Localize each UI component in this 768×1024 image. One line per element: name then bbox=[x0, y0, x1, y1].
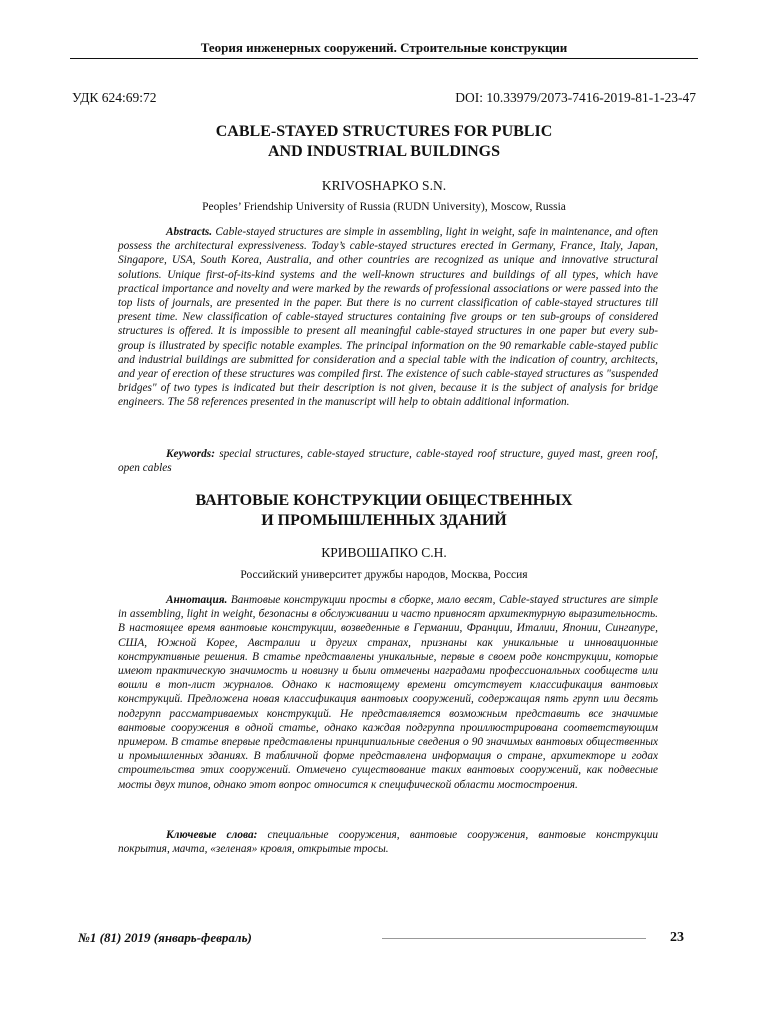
russian-keywords bbox=[118, 828, 658, 856]
page-number: 23 bbox=[670, 930, 684, 945]
english-keywords-label: Keywords: bbox=[166, 448, 215, 460]
russian-title-line-2: И ПРОМЫШЛЕННЫХ ЗДАНИЙ bbox=[261, 512, 507, 529]
russian-title-line-1: ВАНТОВЫЕ КОНСТРУКЦИИ ОБЩЕСТВЕННЫХ bbox=[195, 492, 573, 509]
russian-author: КРИВОШАПКО С.Н. bbox=[321, 545, 447, 560]
russian-abstract-label: Аннотация. bbox=[166, 594, 228, 606]
russian-affiliation: Российский университет дружбы народов, Москва, Россия bbox=[240, 569, 528, 581]
english-abstract-label: Abstracts. bbox=[166, 226, 213, 238]
english-keywords-text: special structures, cable-stayed structure, cable-stayed roof structure, guyed mast, green roof, open cables bbox=[118, 448, 658, 475]
english-title bbox=[110, 122, 658, 162]
russian-keywords-label: Ключевые слова: bbox=[166, 829, 258, 841]
issue-label: №1 (81) 2019 (январь-февраль) bbox=[78, 930, 252, 945]
footer-divider bbox=[382, 938, 646, 939]
russian-keywords-text: специальные сооружения, вантовые сооружения, вантовые конструкции покрытия, мачта, «зеленая» кровля, открытые тросы. bbox=[118, 829, 658, 856]
doi-code: DOI: 10.33979/2073-7416-2019-81-1-23-47 bbox=[455, 90, 696, 105]
page-footer bbox=[78, 930, 684, 946]
english-title-line-2: AND INDUSTRIAL BUILDINGS bbox=[267, 143, 501, 160]
russian-abstract bbox=[118, 593, 658, 792]
russian-title bbox=[110, 491, 658, 531]
russian-abstract-text: Вантовые конструкции просты в сборке, мало весят, Cable-stayed structures are simple in assembling, light in weight, безопасны в обслуживании и часто привносят архитектурную выразительность. В настоящее время вантовые конструкции, возведенные в Германии, Франции, Италии, Японии, Сингапуре, США, Южной Корее, Австралии и других странах, признаны как уникальные и инновационные конструктивные решения. В статье представлены уникальные, первые в своем роде конструкции, которые имеют практическую значимость и новизну и были отмечены наградами профессиональных сообществ или вошли в топ-лист журналов. Однако к настоящему времени отсутствует классификация вантовых конструкций. Предложена новая классификация вантовых сооружений, содержащая пять групп или десять подгрупп рассматриваемых конструкций. Не представляется возможным представить все значимые вантовые сооружения в одной статье, однако каждая подгруппа проиллюстрирована соответствующим примером. В статье впервые представлены принципиальные сведения о 90 значимых вантовых общественных и промышленных зданиях. В табличной форме представлена информация о стране, архитекторе и годах строительства этих сооружений. Отмечено существование таких вантовых сооружений, как подвесные мосты двух типов, однако этот вопрос относится к специфической области мостостроения. bbox=[118, 594, 658, 791]
english-keywords bbox=[118, 447, 658, 475]
identifier-row bbox=[72, 90, 696, 106]
english-title-line-1: CABLE-STAYED STRUCTURES FOR PUBLIC bbox=[215, 123, 553, 140]
running-header: Теория инженерных сооружений. Строительные конструкции bbox=[70, 40, 698, 59]
english-author: KRIVOSHAPKO S.N. bbox=[321, 178, 447, 193]
english-abstract bbox=[118, 225, 658, 410]
udc-code: УДК 624:69:72 bbox=[72, 90, 157, 105]
english-abstract-text: Cable-stayed structures are simple in assembling, light in weight, safe in maintenance, and often possess the architectural expressiveness. Today’s cable-stayed structures erected in Germany, France, Italy, Japan, Singapore, USA, South Korea, Australia, and other countries are recognized as unique and innovative structural solutions. Unique first-of-its-kind systems and the well-known structures and buildings of all types, which have practical importance and novelty and were marked by the rewards of professional associations or were passed into the top lists of journals, are presented in the paper. But there is no current classification of cable-stayed structures till present time. New classification of cable-stayed structures containing five groups or ten sub-groups of considered structures is offered. It is impossible to present all meaningful cable-stayed structures in one paper but every sub-group is illustrated by specific notable examples. The principal information on the 90 remarkable cable-stayed public and industrial buildings are submitted for consideration and a special table with the indication of country, architects, and year of erection of these structures was compiled first. The existence of such cable-stayed structures as "suspended bridges" of two types is indicated but their description is not given, because it is the subject of analysis for bridge engineers. The 58 references presented in the manuscript will help to obtain additional information. bbox=[118, 226, 658, 409]
english-affiliation: Peoples’ Friendship University of Russia (RUDN University), Moscow, Russia bbox=[202, 201, 566, 213]
